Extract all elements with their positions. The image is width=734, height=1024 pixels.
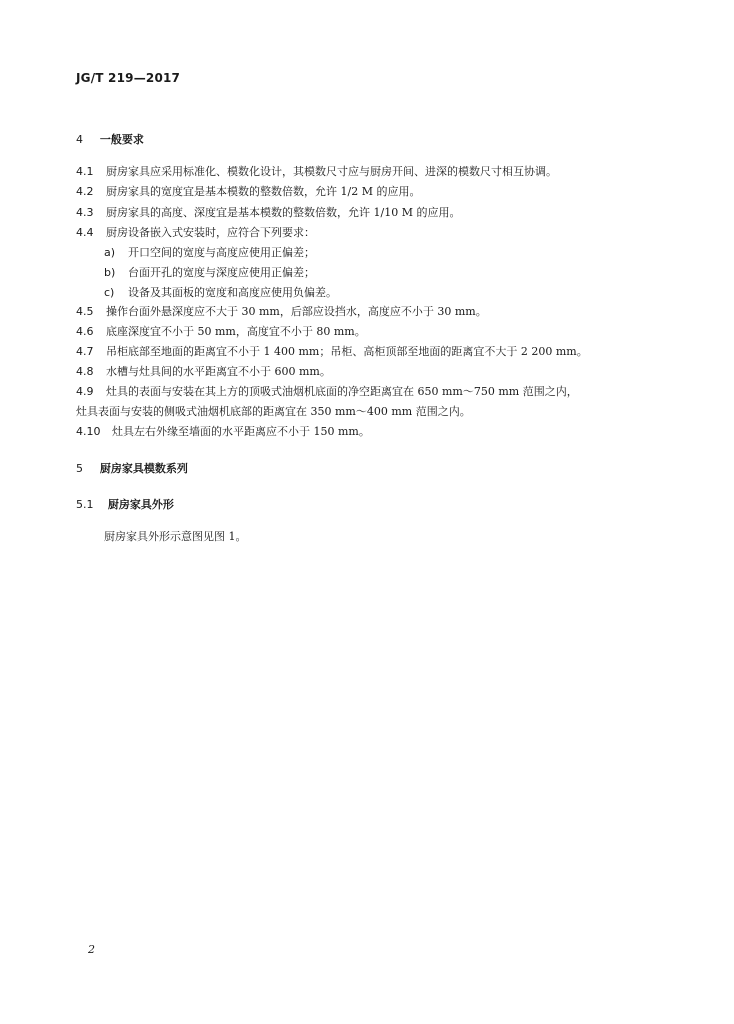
list-item-b [104,266,315,280]
clause-number: 4.1 [76,165,94,178]
list-item-c [104,286,337,300]
clause-4-8 [76,365,331,379]
clause-text: 底座深度宜不小于 50 mm，高度宜不小于 80 mm。 [106,325,366,338]
document-code: JG/T 219—2017 [76,71,181,85]
clause-number: 4.6 [76,325,94,338]
clause-4-5 [76,305,487,319]
clause-text: 灶具左右外缘至墙面的水平距离应不小于 150 mm。 [112,425,370,438]
section-4-number: 4 [76,133,83,146]
figure-reference-paragraph: 厨房家具外形示意图见图 1。 [104,530,247,543]
clause-4-9-continuation: 灶具表面与安装的侧吸式油烟机底部的距离宜在 350 mm～400 mm 范围之内。 [76,405,471,418]
list-item-a [104,246,315,260]
section-4-title: 一般要求 [99,133,144,146]
section-5-title: 厨房家具模数系列 [99,462,188,475]
subsection-5-1-title: 厨房家具外形 [107,498,174,511]
clause-4-2 [76,185,420,199]
clause-text: 操作台面外悬深度应不大于 30 mm，后部应设挡水，高度应不小于 30 mm。 [106,305,487,318]
clause-text: 厨房家具的宽度宜是基本模数的整数倍数，允许 1/2 M 的应用。 [106,185,421,198]
clause-text: 灶具的表面与安装在其上方的顶吸式油烟机底面的净空距离宜在 650 mm～750 mm 范围之内， [106,385,578,398]
clause-text: 厨房设备嵌入式安装时，应符合下列要求： [106,226,315,239]
subsection-5-1-heading [76,496,174,512]
list-item-text: 开口空间的宽度与高度应使用正偏差； [128,246,315,259]
subsection-5-1-number: 5.1 [76,498,94,511]
list-item-text: 台面开孔的宽度与深度应使用正偏差； [128,266,315,279]
clause-number: 4.3 [76,206,94,219]
clause-text: 厨房家具的高度、深度宜是基本模数的整数倍数，允许 1/10 M 的应用。 [106,206,461,219]
clause-4-4 [76,226,315,240]
clause-number: 4.10 [76,425,101,438]
clause-4-7 [76,345,588,359]
clause-text: 厨房家具应采用标准化、模数化设计，其模数尺寸应与厨房开间、进深的模数尺寸相互协调。 [106,165,557,178]
clause-text: 水槽与灶具间的水平距离宜不小于 600 mm。 [106,365,331,378]
clause-number: 4.5 [76,305,94,318]
clause-4-9 [76,385,578,399]
clause-number: 4.7 [76,345,94,358]
list-item-mark: b) [104,266,116,279]
clause-text: 吊柜底部至地面的距离宜不小于 1 400 mm；吊柜、高柜顶部至地面的距离宜不大于 2 200 mm。 [106,345,588,358]
clause-4-10 [76,425,370,439]
clause-number: 4.8 [76,365,94,378]
section-5-heading [76,460,188,476]
section-5-number: 5 [76,462,83,475]
clause-4-3 [76,206,460,220]
clause-number: 4.2 [76,185,94,198]
clause-number: 4.9 [76,385,94,398]
clause-4-6 [76,325,366,339]
clause-4-1 [76,165,557,179]
list-item-mark: a) [104,246,116,259]
list-item-text: 设备及其面板的宽度和高度应使用负偏差。 [128,286,337,299]
clause-number: 4.4 [76,226,94,239]
section-4-heading [76,131,144,147]
page-number: 2 [88,943,95,956]
list-item-mark: c) [104,286,115,299]
